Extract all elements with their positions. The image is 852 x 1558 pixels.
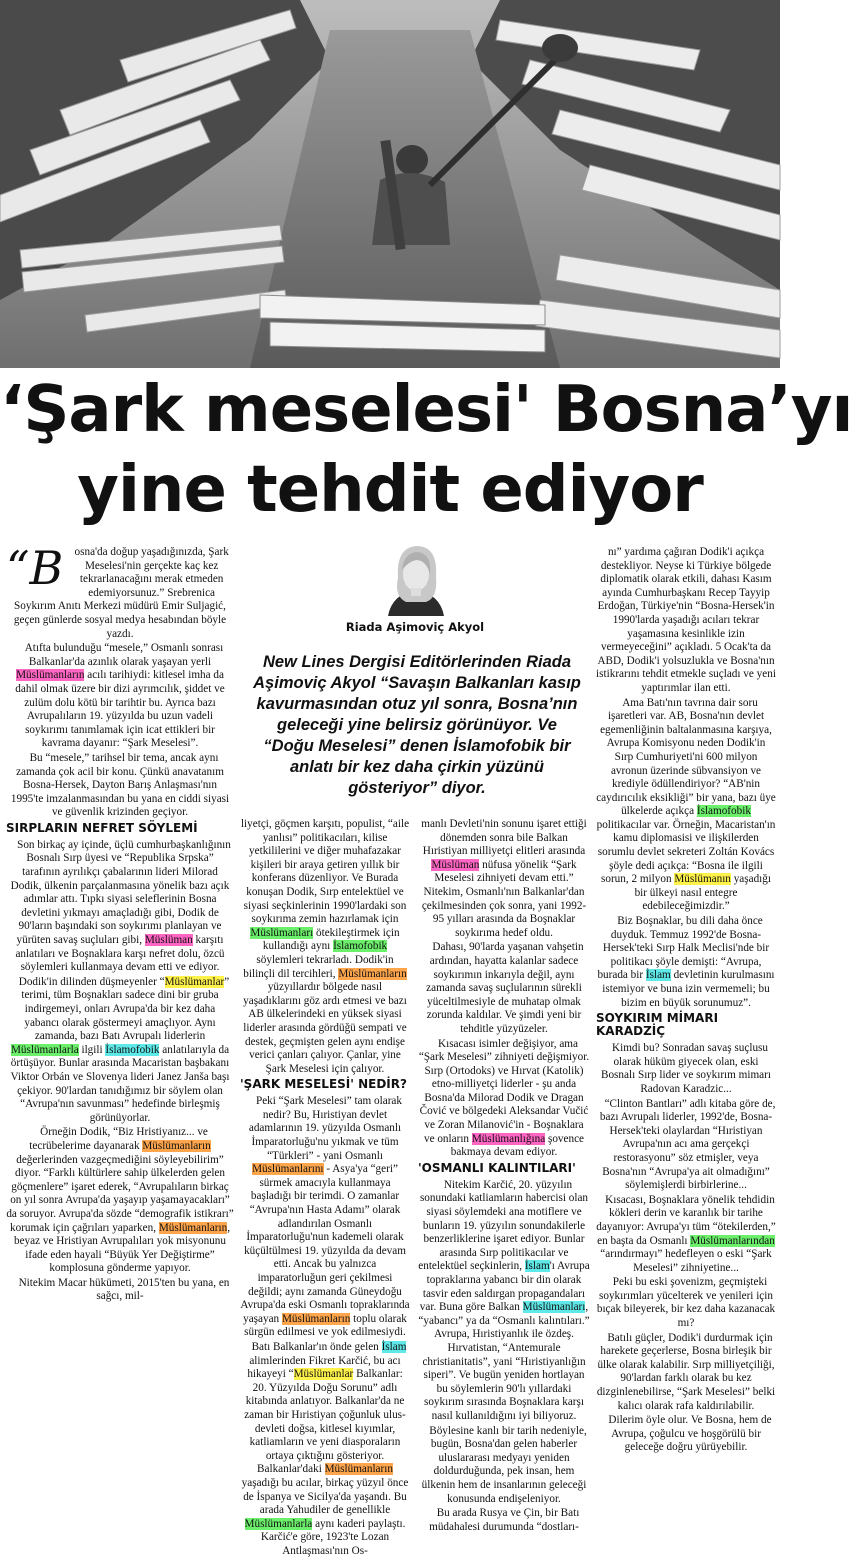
- headline: [0, 370, 852, 540]
- text: manlı Devleti'nin sonunu işaret ettiği dönemden sonra bile Balkan Hıristiyan milliyetçi elitleri arasında: [421, 818, 587, 858]
- highlight: Müslümanlar: [293, 1368, 354, 1381]
- paragraph: Batılı güçler, Dodik'i durdurmak için harekete geçerlerse, Bosna birleşik bir ülke olarak kalabilir. Sırp milliyetçiliği, 90'lardan farklı olarak bu kez dizginlenebilirse, “Şark Meselesi” belki kalıcı olarak rafa kaldırılabilir.: [596, 1331, 776, 1412]
- text: politikacılar var. Örneğin, Macaristan'ın kamu diplomasisi ve ilişkilerden sorumlu devlet sekreteri Zoltán Kovács şöyle dedi açıkça: “Bosna ile ilgili sorun, 2 milyon: [596, 818, 776, 886]
- portrait-image: [368, 540, 464, 616]
- subheading: 'ŞARK MESELESİ' NEDİR?: [240, 1077, 407, 1092]
- headline-line-1: ‘Şark meselesi' Bosna’yı: [0, 373, 852, 447]
- highlight: Müslümanların: [338, 967, 407, 980]
- text: , “yabancı” ya da “Osmanlı kalıntıları.” Avrupa, Hıristiyanlık ile özdeş. Hırvatistan, “Antemurale christianitatis”, yani “Hıristiyanlığın siperi”. Ve bugün yeniden hortlayan bu söylemlerin 90'lı yıllardaki soykırım sırasında Boşnaklara karşı nasıl kullanıldığını iyi biliyoruz.: [418, 1301, 590, 1422]
- paragraph: Bu “mesele,” tarihsel bir tema, ancak aynı zamanda çok acil bir konu. Çünkü anavatanım Bosna-Hersek, Dayton Barış Anlaşması'nın 1995'te imzalanmasından bu yana en ciddi siyasi ve güvenlik krizinden geçiyor.: [10, 751, 230, 819]
- subheading: SIRPLARIN NEFRET SÖYLEMİ: [6, 820, 198, 835]
- cemetery-photo-graphic: [0, 0, 780, 368]
- text: aynı kaderi paylaştı. Karčić'e göre, 1923'te Lozan Antlaşması'nın Os-: [260, 1517, 406, 1557]
- paragraph: [596, 1194, 776, 1276]
- highlight: Müslümanlarla: [244, 1517, 313, 1530]
- text: , beyaz ve Hristiyan Avrupalıları yok misyonunu ifade eden hayali “Büyük Yer Değiştirme” komplosuna gönderme yapıyor.: [14, 1221, 230, 1275]
- paragraph: Nitekim Macar hükümeti, 2015'ten bu yana, en sağcı, mil-: [18, 1276, 230, 1303]
- subheading: 'OSMANLI KALINTILARI': [418, 1160, 576, 1175]
- text: söylemleri tekrarladı. Dodik'in bilinçli dil tercihleri,: [243, 953, 394, 980]
- article-column-2: [240, 818, 410, 1557]
- highlight: Müslümanları: [522, 1301, 586, 1314]
- highlight: İslamofobik: [105, 1043, 160, 1056]
- highlight: İslam: [381, 1340, 407, 1353]
- text: Nitekim Karčić, 20. yüzyılın sonundaki katliamların habercisi olan siyasi söylemdeki ana motiflere ve bunların 19. yüzyılın sonundakilerle benzerliklerine işaret ediyor. Bunlar arasında Sırp politikacılar ve entelektüel seçkinlerin,: [418, 1178, 589, 1273]
- subheading: SOYKIRIM MİMARI KARADZİÇ: [596, 1011, 719, 1039]
- author-name: Riada Aşimoviç Akyol: [345, 620, 485, 634]
- text: şovence bakmaya devam ediyor.: [450, 1132, 585, 1159]
- text: toplu olarak sürgün edilmesi ve yok edilmesiydi.: [244, 1312, 407, 1339]
- highlight: Müslüman: [431, 858, 480, 871]
- text: Ama Batı'nın tavrına dair soru işaretleri var. AB, Bosna'nın devlet egemenliğinin baltalanmasına karşıya, Avrupa Komisyonu neden Dodik'in Sırp Cumhuriyeti'ni 600 milyon avronun üzerinde sübvansiyon ve krediyle ödüllendiriyor? “AB'nin caydırıcılık eksikliği” bir yana, bazı üye ülkelerde açıkça: [596, 696, 776, 818]
- text: anlatılarıyla da örtüşüyor. Bunlar arasında Macaristan başbakanı Viktor Orbán ve Slovenya lideri Janez Janša başı çekiyor. 90'lardan tanıdığımız bir söylem olan “Avrupa'nın savunması” hedefinde birleşmiş görünüyorlar.: [10, 1043, 230, 1124]
- text: ilgili: [78, 1043, 106, 1056]
- paragraph: [6, 541, 234, 641]
- paragraph: Böylesine kanlı bir tarih nedeniyle, bugün, Bosna'dan gelen haberler uluslararası medyayı yeniden doldurduğunda, pek insan, hem ülkenin hem de insanlarının geleceği konusunda endişeleniyor.: [421, 1424, 587, 1505]
- author-portrait: [368, 540, 464, 616]
- text: - Asya'ya “geri” sürmek amacıyla kullanmaya başladığı bir terimdi. O zamanlar “Avrupa'nın Hasta Adamı” olarak adlandırılan Osmanlı İmparatorluğu'nun kademeli olarak küçültülmesi 19. yüzyılda da devam etti. Ancak bu yalnızca imparatorluğun geri çekilmesi değildi; aynı zamanda Güneydoğu Avrupa'da eski Osmanlı topraklarında yaşayan: [240, 1163, 410, 1325]
- text: Biz Boşnaklar, bu dili daha önce duyduk. Temmuz 1992'de Bosna-Hersek'teki Sırp Halk Meclisi'nde bir politikacı şöyle demişti: “Avrupa, burada bir: [597, 915, 770, 982]
- paragraph: [240, 1341, 410, 1558]
- paragraph: [596, 697, 776, 915]
- text: yüzyıllardır bölgede nasıl yaşadıklarını göz ardı etmesi ve bazı AB ülkelerindeki en yüksek siyasi liderler arasında gördüğü sempati ve destek, geçmişten gelen aynı endişe verici çanları çalıyor. Çanlar, yine Şark Meselesi için çalıyor.: [243, 981, 407, 1075]
- text: Balkanlar: 20. Yüzyılda Doğu Sorunu” adlı kitabında anlatıyor. Balkanlar'da ne zaman bir Hıristiyan çoğunluk ulus-devleti doğsa, kitlesel kıyımlar, katliamların ve yeni diasporaların ortaya çıktığını gösteriyor. Balkanlar'daki: [244, 1368, 406, 1476]
- text: Dodik'in dilinden düşmeyenler “: [18, 975, 165, 988]
- paragraph: “Clinton Bantları” adlı kitaba göre de, bazı Avrupalı liderler, 1992'de, Bosna-Hersek'teki olaylardan “Hıristiyan Avrupa'nın acı ama gerçekçi restorasyonu” söz etmişler, veya Bosna'nın “Avrupa'ya ait olmadığını” söylemişlerdi birbirlerine...: [599, 1097, 776, 1192]
- paragraph: Dilerim öyle olur. Ve Bosna, hem de Avrupa, çoğulcu ve hoşgörülü bir geleceğe doğru yürüyebilir.: [608, 1414, 772, 1454]
- text: nüfusa yönelik “Şark Meselesi zihniyeti devam etti.” Nitekim, Osmanlı'nın Balkanlar'dan çekilmesinden çok sonra, yani 1992-95 yılları arasında da Boşnaklar soykırıma hedef oldu.: [421, 858, 587, 939]
- article-photo: [0, 0, 780, 368]
- paragraph: nı” yardıma çağıran Dodik'i açıkça destekliyor. Neyse ki Türkiye bölgede diplomatik olarak etkili, dahası Kasım ayında Cumhurbaşkanı Recep Tayyip Erdoğan, Türkiye'nin “Bosna-Hersek'in 1990'larda yaşadığı acıları tekrar yaşamasına kesinlikle izin vermeyeceğini” açıkladı. 5 Ocak'ta da ABD, Dodik'i yolsuzlukla ve Bosna'nın istikrarını tehdit etmekle suçladı ve yeni yaptırımlar ilan etti.: [596, 546, 776, 694]
- highlight: Müslümanlığına: [471, 1132, 546, 1145]
- paragraph: Peki bu eski şovenizm, geçmişteki soykırımları yücelterek ve yenileri için bıçak bileyerek, bir kez daha kazanacak mı?: [596, 1276, 776, 1330]
- paragraph: [596, 915, 776, 1010]
- text: liyetçi, göçmen karşıtı, populist, “aile yanlısı” politikacıları, kilise yetkililerini ve diğer muhafazakar kişileri bir araya getiren yıllık bir konferans düzenliyor. Ve Burada konuşan Dodik, Sırp entelektüel ve siyasi seçkinlerinin 1990'lardaki son soykırıma zemin hazırlamak için: [240, 818, 410, 926]
- article-column-4: [596, 546, 776, 1532]
- paragraph: Dahası, 90'larda yaşanan vahşetin ardından, hayatta kalanlar sadece soykırımın inkarıyla değil, aynı zamanda savaş suçlularının sürekli yüceltilmesiyle de muhatap olmak zorunda kaldılar. Ve şimdi yeni bir tehditle yüzyüzeler.: [426, 941, 584, 1035]
- text: Batı Balkanlar'ın önde gelen: [251, 1340, 382, 1353]
- headline-line-2: yine tehdit ediyor: [77, 453, 703, 527]
- paragraph: [418, 818, 590, 940]
- highlight: Müslümanların: [281, 1312, 351, 1325]
- highlight: Müslümanlarla: [10, 1043, 79, 1056]
- highlight: Müslümanların: [16, 669, 85, 682]
- highlight: İslam: [524, 1260, 550, 1273]
- text: yaşadığı bir ülkeyi nasıl entegre edebileceğimizdir.”: [634, 873, 771, 913]
- paragraph: [418, 1038, 590, 1160]
- highlight: Müslümanlarını: [252, 1163, 324, 1176]
- highlight: Müslümanlarından: [690, 1234, 775, 1247]
- text: Atıfta bulunduğu “mesele,” Osmanlı sonrası Balkanlar'da azınlık olarak yaşayan yerli: [24, 642, 224, 668]
- text: osna'da doğup yaşadığınızda, Şark Meselesi'nin gerçekte kaç kez tekrarlanacağını merak etmeden edemiyorsunuz.” Srebrenica Soykırım Anıtı Merkezi müdürü Emir Suljagić, geçen günlerde sosyal medya hesabından böyle yazdı.: [13, 546, 229, 640]
- highlight: Müslümanları: [250, 926, 314, 939]
- paragraph: [6, 839, 234, 975]
- text: Peki “Şark Meselesi” tam olarak nedir? Bu, Hıristiyan devlet adamlarının 19. yüzyılda Osmanlı İmparatorluğu'nu yıkmak ve tüm “Türkleri” - yani Osmanlı: [248, 1095, 402, 1162]
- paragraph: [240, 1095, 410, 1340]
- highlight: Müslümanların: [142, 1139, 211, 1152]
- text: karşıtı anlatıları ve Boşnaklara karşı nefret dolu, özcü söylemleri kullanmaya devam etti ve ediyor.: [15, 934, 225, 974]
- paragraph: [6, 642, 234, 751]
- text: Kısacası isimler değişiyor, ama “Şark Meselesi” zihniyeti değişmiyor. Sırp (Ortodoks) ve Hırvat (Katolik) etno-milliyetçi liderler - şu anda Bosna'da Milorad Dodik ve Dragan Čović ve bölgedeki Aleksandar Vučić ve Zoran Milanović'in - Boşnaklara ve onların: [418, 1037, 590, 1145]
- highlight: İslamofobik: [333, 940, 388, 953]
- text: devletinin kurulmasını istemiyor ve buna izin vermemeli; bu bizim en büyük sorunumuz”.: [602, 969, 775, 1009]
- highlight: Müslümanların: [158, 1221, 228, 1234]
- text: Son birkaç ay içinde, üçlü cumhurbaşkanlığının Bosnalı Sırp üyesi ve “Republika Srpska” tarafının ayrılıkçı çabalarının lideri Milorad Dodik, ülkenin parçalanmasına yönelik bazı açık adımlar attı. Tıpkı siyasi seleflerinin Bosna devletini yıkmayı amaçladığı gibi, Dodik de 90'ların başındaki son soykırımı planlayan ve yürüten savaş suçluları gibi,: [10, 838, 231, 947]
- paragraph: [240, 818, 410, 1076]
- paragraph: [6, 1126, 234, 1276]
- text: ötekileştirmek için kullandığı aynı: [262, 926, 400, 953]
- article-column-1: [6, 541, 234, 1532]
- text: acılı tarihiydi: kitlesel imha da dahil olmak üzere bir dizi ayrımcılık, şiddet ve zulüm dolu kötü bir tarihtir bu. Ayrıca bazı Avrupalıların 19. yüzyılda bu uzun vadeli soykırımı tanımlamak için icat ettikleri bir kavrama dayanır: “Şark Meselesi”.: [15, 669, 225, 750]
- text: alimlerinden Fikret Karčić, bu acı hikayeyi “: [247, 1354, 401, 1381]
- paragraph: [6, 976, 234, 1126]
- text: Kısacası, Boşnaklara yönelik tehdidin kökleri derin ve karanlık bir tarihe dayanıyor: Avrupa'yı tüm “ötekilerden,” en başta da Osmanlı: [596, 1193, 776, 1247]
- highlight: Müslümanlar: [164, 975, 225, 988]
- text: Örneğin Dodik, “Biz Hristiyanız... ve tecrübelerime dayanarak: [29, 1126, 208, 1152]
- lede-text: New Lines Dergisi Editörlerinden Riada Aşimoviç Akyol “Savaşın Balkanları kasıp kavurmasından otuz yıl sonra, Bosna’nın geleceği yine belirsiz görünüyor. Ve “Doğu Meselesi” denen İslamofobik bir anlatı bir kez daha çirkin yüzünü gösteriyor” diyor.: [253, 653, 581, 797]
- drop-cap: “B: [6, 541, 64, 595]
- paragraph: Bu arada Rusya ve Çin, bir Batı müdahalesi durumunda “dostları-: [429, 1507, 580, 1533]
- text: 'ı Avrupa topraklarına yabancı bir din olarak tasvir eden saldırgan propagandaları var. Buna göre Balkan: [419, 1260, 590, 1314]
- text: değerlerinden vazgeçmediğini söyleyebilirim” diyor. “Farklı kültürlere sahip ülkelerden gelen göçmenlere” işaret ederek, “Avrupalıların birkaç on yıl sonra Avrupa'da yaşayıp yaşamayacakları” da soruyor. Avrupa'da sözde “demografik istikrarı” korumak için çağrıları yaparken,: [6, 1153, 234, 1234]
- highlight: Müslümanın: [674, 873, 731, 886]
- text: yaşadığı bu acılar, birkaç yüzyıl önce de İspanya ve Sicilya'da yaşandı. Bu arada Yahudiler de genellikle: [241, 1476, 409, 1517]
- paragraph: Kimdi bu? Sonradan savaş suçlusu olarak hüküm giyecek olan, eski Bosnalı Sırp lider ve soykırım mimarı Radovan Karadzic...: [601, 1042, 771, 1095]
- highlight: Müslümanların: [324, 1463, 393, 1476]
- paragraph: [418, 1179, 590, 1424]
- highlight: Müslüman: [144, 934, 193, 947]
- article-column-3: [418, 818, 590, 1532]
- highlight: İslam: [645, 969, 671, 982]
- text: “arındırmayı” hedefleyen o eski “Şark Meselesi” zihniyetine...: [600, 1248, 772, 1274]
- text: ” terimi, tüm Boşnakları sadece dini bir gruba indirgemeyi, onları Avrupa'da bir kez daha yabancı olarak göstermeyi amaçlıyor. Aynı zamanda, bazı Batı Avrupalı liderlerin: [21, 975, 230, 1043]
- highlight: İslamofobik: [696, 805, 751, 818]
